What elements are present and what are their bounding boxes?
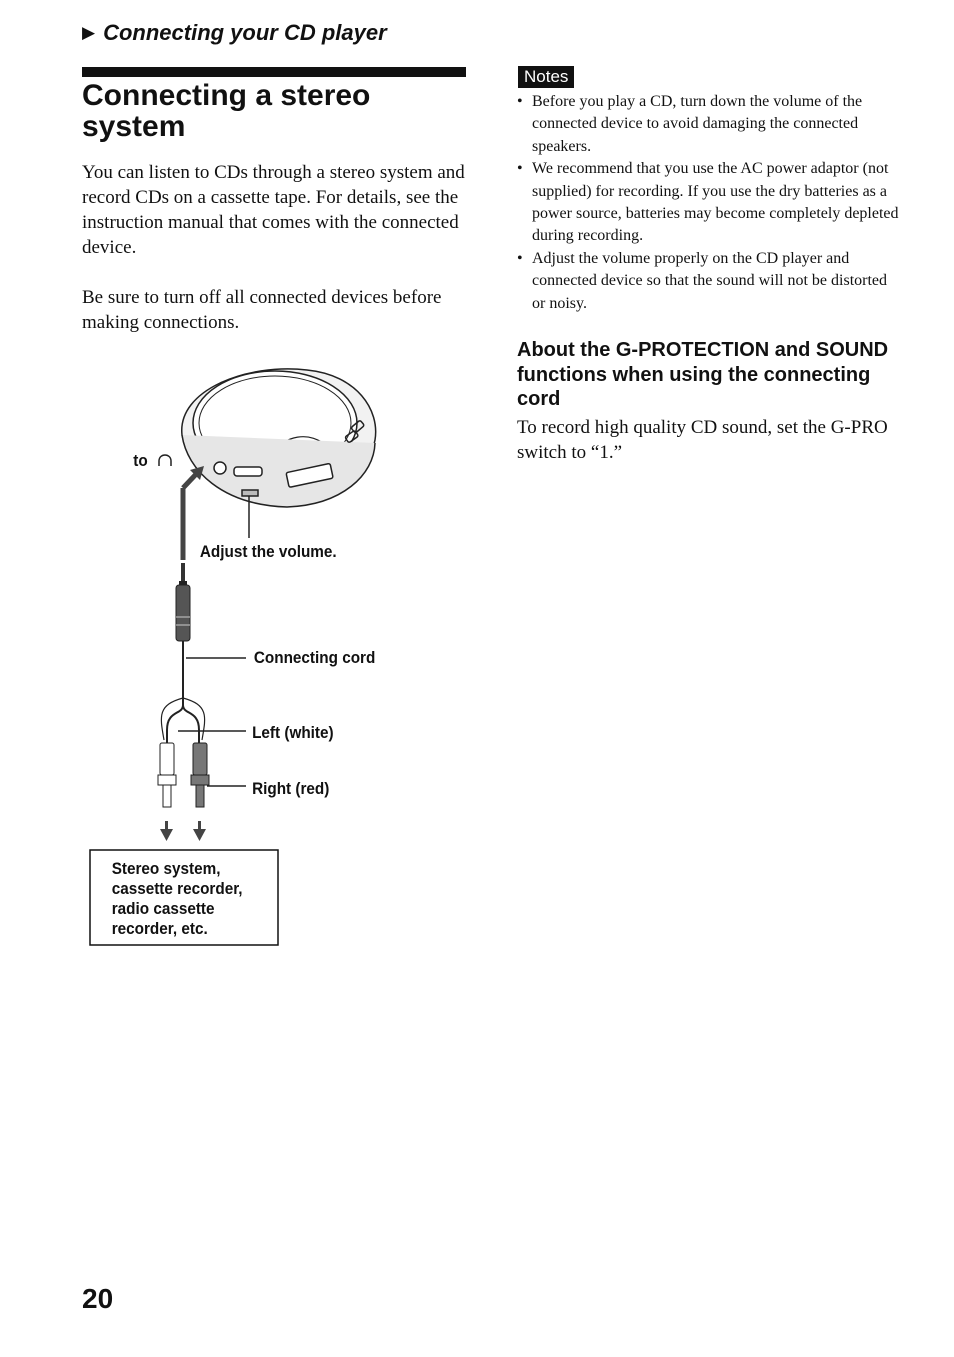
right-red-label: Right (red) <box>252 779 330 799</box>
note-item: • We recommend that you use the AC power adaptor (not supplied) for recording. If you use the dry batteries as a power source, batteries may become completely depleted during recording. <box>517 160 899 245</box>
mini-plug-illustration <box>176 563 190 641</box>
page-title: Connecting a stereo system <box>82 79 371 143</box>
warning-paragraph: Be sure to turn off all connected devices before making connections. <box>82 287 442 333</box>
device-box-line: Stereo system, <box>111 859 221 879</box>
device-box-line: cassette recorder, <box>111 879 243 899</box>
note-item: • Adjust the volume properly on the CD player and connected device so that the sound will not be distorted or noisy. <box>517 249 888 312</box>
connecting-cord-illustration <box>167 641 199 745</box>
adjust-volume-label: Adjust the volume. <box>199 542 337 562</box>
connection-diagram <box>82 355 466 965</box>
subsection-paragraph: To record high quality CD sound, set the G-PRO switch to “1.” <box>517 417 888 463</box>
notes-list <box>517 91 902 315</box>
device-box-line: recorder, etc. <box>111 919 208 939</box>
subsection-heading: About the G-PROTECTION and SOUND functions when using the connecting cord <box>517 339 889 410</box>
section-title: Connecting your CD player <box>103 20 387 45</box>
headphone-icon <box>159 455 171 466</box>
page-number: 20 <box>82 1283 114 1314</box>
intro-paragraph: You can listen to CDs through a stereo system and record CDs on a cassette tape. For details, see the instruction manual that comes with the connected device. <box>82 162 465 258</box>
device-box-line: radio cassette <box>111 899 215 919</box>
title-rule <box>82 67 466 77</box>
note-item: • Before you play a CD, turn down the volume of the connected device to avoid damaging the connected speakers. <box>517 93 863 155</box>
arrow-right-icon: ▶ <box>82 23 96 42</box>
rca-plugs-illustration <box>158 743 209 807</box>
left-white-label: Left (white) <box>252 723 334 743</box>
connecting-cord-label: Connecting cord <box>253 648 376 668</box>
cd-player-illustration <box>182 369 376 507</box>
output-arrows <box>160 821 206 841</box>
headphone-jack-label: to <box>133 451 148 471</box>
section-header <box>82 20 387 46</box>
notes-badge: Notes <box>518 66 574 88</box>
